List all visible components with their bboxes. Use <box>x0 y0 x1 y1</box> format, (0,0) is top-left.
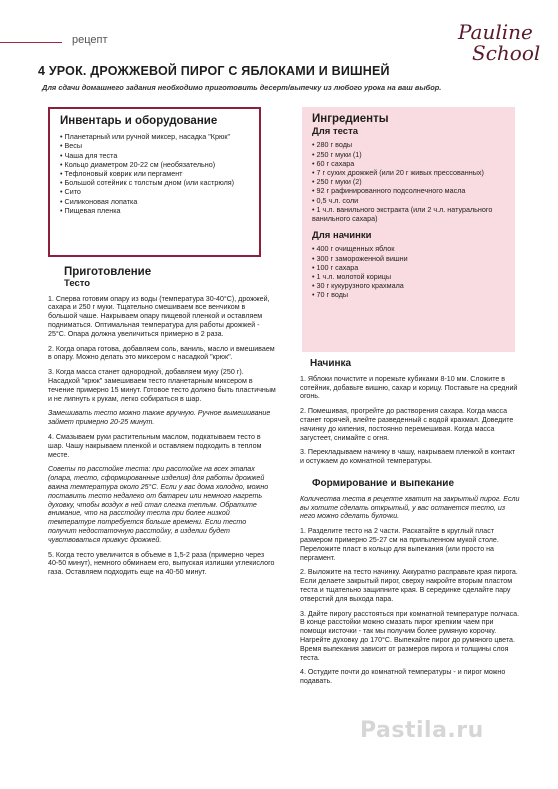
forming-step: 2. Выложите на тесто начинку. Аккуратно расправьте края пирога. Если делаете закрытый пирог, сверху накройте вторым пластом теста и тщательно защипните края. В серединке сделайте пару отверстий для выхода пара. <box>300 568 518 603</box>
list-item: • 1 ч.л. ванильного экстракта (или 2 ч.л. натурального ванильного сахара) <box>312 205 505 223</box>
list-item: • 7 г сухих дрожжей (или 20 г живых прессованных) <box>312 168 505 177</box>
header-rule <box>0 42 62 43</box>
prep-step: 5. Когда тесто увеличится в объеме в 1,5-2 раза (примерно через 40-50 минут), немного обминаем его, выпуская излишки углекислого газа. Оставляем подходить еще на 40-50 минут. <box>48 550 275 577</box>
prep-step: 4. Смазываем руки растительным маслом, подкатываем тесто в шар. Чашу накрываем пленкой и оставляем подходить в теплом месте. <box>48 432 262 459</box>
list-item: • 100 г сахара <box>312 263 505 272</box>
prep-step: 2. Когда опара готова, добавляем соль, ваниль, масло и вмешиваем в опару. Можно делать это миксером с насадкой "крюк". <box>48 344 275 362</box>
page-title: 4 УРОК. ДРОЖЖЕВОЙ ПИРОГ С ЯБЛОКАМИ И ВИШНЕЙ <box>38 64 390 78</box>
ingredients-heading: Ингредиенты <box>312 113 389 125</box>
list-item: • 250 г муки (2) <box>312 177 505 186</box>
section-label: рецепт <box>72 34 108 46</box>
inventory-heading: Инвентарь и оборудование <box>60 115 218 127</box>
inventory-list <box>60 132 249 215</box>
filling-and-baking-column <box>300 360 520 692</box>
proofing-tips: Советы по расстойке теста: при расстойке на всех этапах (опара, тесто, сформированные изделия) для работы дрожжей важна температура около 25°С. Если у вас дома холодно, можно поставить тесто недалеко от батареи или немного нагреть духовку, чтобы воздух в ней стал слегка теплым. Обратите внимание, что на расстойку теста при более низкой температуре потребуется больше времени. Если тесто получит недостаточную расстойку, в изделии будет чувствоваться привкус дрожжей. <box>48 465 269 544</box>
list-item: • Силиконовая лопатка <box>60 196 138 206</box>
forming-step: 3. Дайте пирогу расстояться при комнатной температуре полчаса. В конце расстойки можно смазать пирог крепким чаем при помощи кисточки - так мы получим более румяную корочку. Нагрейте духовку до 170°С. Выпекайте пирог до румяного цвета. Время выпекания зависит от размеров пирога и толщины слоя теста. <box>300 609 520 662</box>
kneading-note: Замешивать тесто можно также вручную. Ручное вымешивание займет примерно 20-25 минут. <box>48 409 271 427</box>
dough-ingredients-list <box>312 140 505 223</box>
filling-prep-heading: Начинка <box>310 358 352 369</box>
preparation-heading: Приготовление <box>64 266 152 278</box>
page-subtitle: Для сдачи домашнего задания необходимо приготовить десерт/выпечку из любого урока на ваш выбор. <box>42 83 442 92</box>
forming-note: Количества теста в рецепте хватит на закрытый пирог. Если вы хотите сделать открытый, у вас останется тесто, из него можно сделать булочки. <box>300 494 520 521</box>
filling-step: 2. Помешивая, прогрейте до растворения сахара. Когда масса станет горячей, влейте разведенный с водой крахмал. Доведите начинку до кипения, постоянно перемешивая. Когда масса загустеет, снимайте с огня. <box>300 407 514 442</box>
list-item: • Пищевая пленка <box>60 205 121 215</box>
list-item: • 400 г очищенных яблок <box>312 244 505 253</box>
forming-heading: Формирование и выпекание <box>312 477 455 489</box>
list-item: • Большой сотейник с толстым дном (или кастрюля) <box>60 178 235 188</box>
prep-step: 1. Сперва готовим опару из воды (температура 30-40°С), дрожжей, сахара и 250 г муки. Тщательно смешиваем все венчиком в большой чаше. Накрываем опару пищевой пленкой и оставляем подниматься. Оптимальная температура для работы дрожжей - 25°С. Опара должна увеличиться примерно в 2 раза. <box>48 294 270 338</box>
list-item: • 0,5 ч.л. соли <box>312 196 505 205</box>
list-item: • 280 г воды <box>312 140 505 149</box>
list-item: • Кольцо диаметром 20-22 см (необязательно) <box>60 159 216 169</box>
filling-step: 3. Перекладываем начинку в чашу, накрываем пленкой в контакт и остужаем до комнатной температуры. <box>300 448 516 466</box>
school-logo: Pauline School <box>458 20 541 65</box>
forming-step: 4. Остудите почти до комнатной температуры - и пирог можно подавать. <box>300 668 506 686</box>
list-item: • 60 г сахара <box>312 159 505 168</box>
list-item: • 30 г кукурузного крахмала <box>312 281 505 290</box>
list-item: • Тефлоновый коврик или пергамент <box>60 169 183 179</box>
dough-ingredients-heading: Для теста <box>312 126 359 138</box>
preparation-column <box>48 268 276 583</box>
prep-step: 3. Когда масса станет однородной, добавляем муку (250 г). Насадкой "крюк" замешиваем тесто планетарным миксером в течение примерно 15 минут. Готовое тесто должно быть пластичным и не липнуть к рукам, легко собираться в шар. <box>48 368 276 403</box>
inventory-box <box>48 107 261 257</box>
filling-ingredients-list <box>312 244 505 299</box>
ingredients-box <box>302 107 515 352</box>
list-item: • Сито <box>60 187 81 197</box>
list-item: • Чаша для теста <box>60 150 118 160</box>
list-item: • 92 г рафинированного подсолнечного масла <box>312 186 505 195</box>
list-item: • Весы <box>60 141 83 151</box>
watermark: Pastila.ru <box>360 718 484 743</box>
filling-ingredients-heading: Для начинки <box>312 230 372 242</box>
list-item: • 1 ч.л. молотой корицы <box>312 272 505 281</box>
dough-prep-heading: Тесто <box>64 277 91 289</box>
forming-step: 1. Разделите тесто на 2 части. Раскатайте в круглый пласт размером примерно 25-27 см на припыленном мукой столе. Переложите пласт в кольцо для выпекания (или просто на пергамент. <box>300 527 499 562</box>
list-item: • 250 г муки (1) <box>312 150 505 159</box>
list-item: • 70 г воды <box>312 290 505 299</box>
filling-step: 1. Яблоки почистите и порежьте кубиками 8-10 мм. Сложите в сотейник, добавьте вишню, сахар и корицу. Поставьте на средний огонь. <box>300 374 518 401</box>
list-item: • 300 г замороженной вишни <box>312 254 505 263</box>
list-item: • Планетарный или ручной миксер, насадка "Крюк" <box>60 132 231 142</box>
